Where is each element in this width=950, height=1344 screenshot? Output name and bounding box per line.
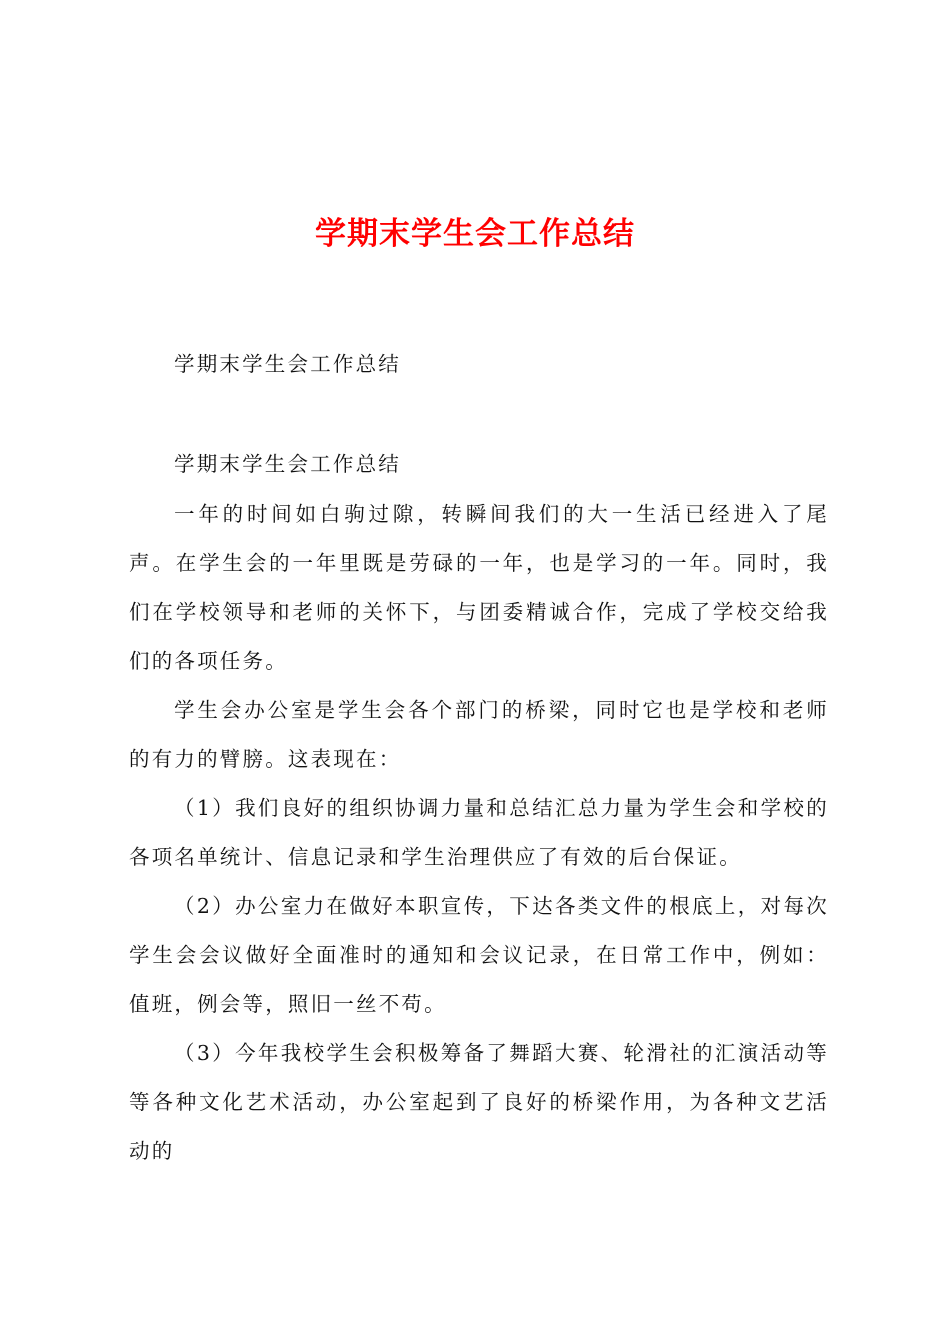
paragraph: 学生会办公室是学生会各个部门的桥梁，同时它也是学校和老师的有力的臂膀。这表现在： bbox=[129, 698, 829, 771]
document-body bbox=[129, 490, 829, 1176]
list-item: （2）办公室力在做好本职宣传，下达各类文件的根底上，对每次学生会会议做好全面准时的通知和会议记录，在日常工作中，例如：值班，例会等，照旧一丝不苟。 bbox=[129, 894, 829, 1016]
list-item: （1）我们良好的组织协调力量和总结汇总力量为学生会和学校的各项名单统计、信息记录和学生治理供应了有效的后台保证。 bbox=[129, 796, 829, 869]
list-item: （3）今年我校学生会积极筹备了舞蹈大赛、轮滑社的汇演活动等等各种文化艺术活动，办公室起到了良好的桥梁作用，为各种文艺活动的 bbox=[129, 1041, 829, 1163]
subtitle-line: 学期末学生会工作总结 bbox=[174, 452, 401, 476]
subtitle-line: 学期末学生会工作总结 bbox=[174, 352, 401, 376]
section-heading bbox=[129, 340, 829, 389]
section-heading bbox=[129, 440, 829, 489]
document-title: 学期末学生会工作总结 bbox=[315, 216, 635, 252]
paragraph: 一年的时间如白驹过隙，转瞬间我们的大一生活已经进入了尾声。在学生会的一年里既是劳碌的一年，也是学习的一年。同时，我们在学校领导和老师的关怀下，与团委精诚合作，完成了学校交给我们的各项任务。 bbox=[129, 502, 829, 673]
